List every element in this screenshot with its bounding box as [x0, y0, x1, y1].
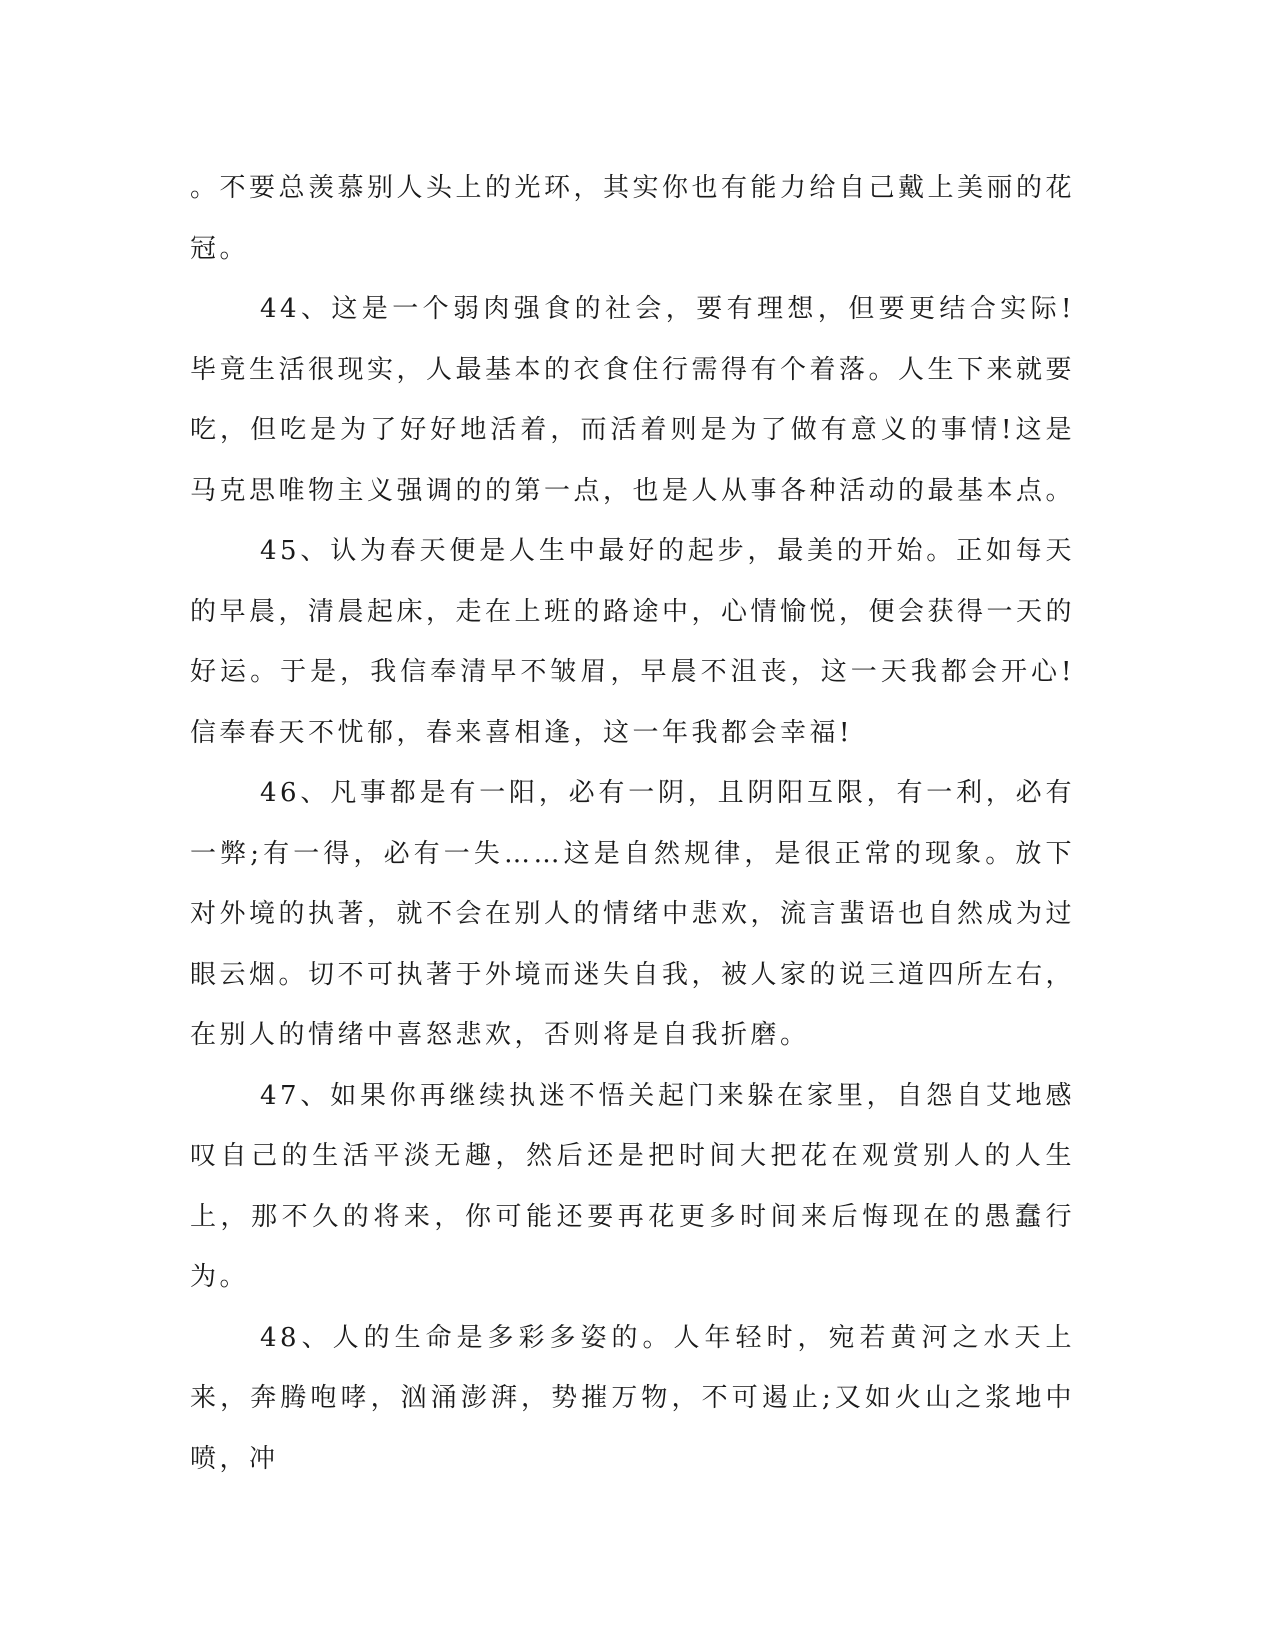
paragraph-48: 48、人的生命是多彩多姿的。人年轻时，宛若黄河之水天上来，奔腾咆哮，汹涌澎湃，势摧万物，不可遏止;又如火山之浆地中喷，冲 [190, 1322, 1075, 1474]
document-body [190, 158, 1075, 1489]
paragraph-47: 47、如果你再继续执迷不悟关起门来躲在家里，自怨自艾地感叹自己的生活平淡无趣，然后还是把时间大把花在观赏别人的人生上，那不久的将来，你可能还要再花更多时间来后悔现在的愚蠢行为。 [190, 1080, 1075, 1292]
paragraph-44: 44、这是一个弱肉强食的社会，要有理想，但要更结合实际!毕竟生活很现实，人最基本的衣食住行需得有个着落。人生下来就要吃，但吃是为了好好地活着，而活着则是为了做有意义的事情!这是马克思唯物主义强调的的第一点，也是人从事各种活动的最基本点。 [190, 294, 1076, 506]
paragraph-45: 45、认为春天便是人生中最好的起步，最美的开始。正如每天的早晨，清晨起床，走在上班的路途中，心情愉悦，便会获得一天的好运。于是，我信奉清早不皱眉，早晨不沮丧，这一天我都会开心!信奉春天不忧郁，春来喜相逢，这一年我都会幸福! [190, 536, 1076, 748]
paragraph-46: 46、凡事都是有一阳，必有一阴，且阴阳互限，有一利，必有一弊;有一得，必有一失……这是自然规律，是很正常的现象。放下对外境的执著，就不会在别人的情绪中悲欢，流言蜚语也自然成为过眼云烟。切不可执著于外境而迷失自我，被人家的说三道四所左右，在别人的情绪中喜怒悲欢，否则将是自我折磨。 [190, 778, 1076, 1050]
paragraph-continuation: 。不要总羡慕别人头上的光环，其实你也有能力给自己戴上美丽的花冠。 [190, 173, 1076, 264]
